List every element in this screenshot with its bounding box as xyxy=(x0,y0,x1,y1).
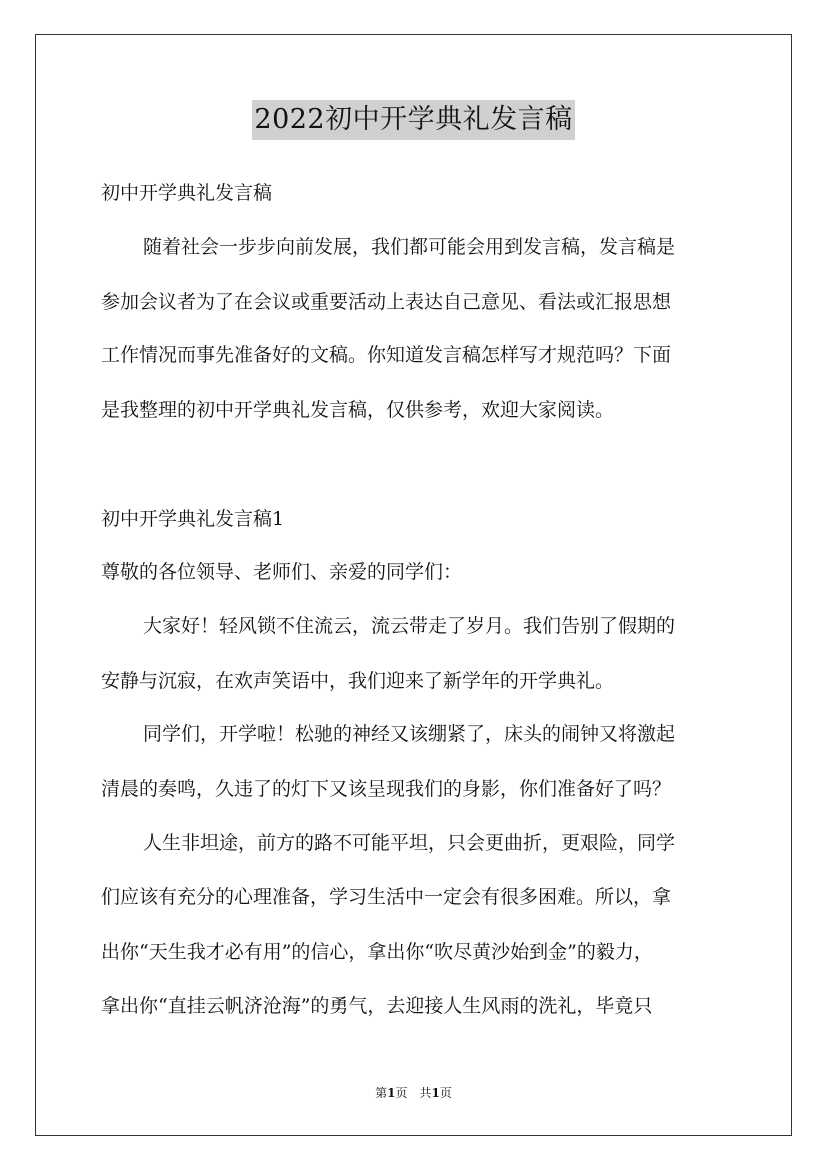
body-line: 清晨的奏鸣，久违了的灯下又该呈现我们的身影，你们准备好了吗？ xyxy=(101,778,672,800)
document-subtitle: 初中开学典礼发言稿 xyxy=(101,182,273,204)
body-line: 大家好！轻风锁不住流云，流云带走了岁月。我们告别了假期的 xyxy=(143,615,676,637)
intro-line: 参加会议者为了在会议或重要活动上表达自己意见、看法或汇报思想 xyxy=(101,291,672,313)
footer-suffix: 页 xyxy=(439,1086,452,1100)
footer-page-total: 1 xyxy=(431,1086,440,1100)
section-heading: 初中开学典礼发言稿1 xyxy=(101,508,285,530)
document-title: 2022初中开学典礼发言稿 xyxy=(252,100,574,140)
body-line: 安静与沉寂，在欢声笑语中，我们迎来了新学年的开学典礼。 xyxy=(101,670,615,692)
footer-prefix: 第 xyxy=(375,1086,388,1100)
salutation: 尊敬的各位领导、老师们、亲爱的同学们： xyxy=(101,561,463,583)
body-line: 同学们，开学啦！松驰的神经又该绷紧了，床头的闹钟又将激起 xyxy=(143,723,676,745)
intro-line: 是我整理的初中开学典礼发言稿，仅供参考，欢迎大家阅读。 xyxy=(101,399,615,421)
body-line: 们应该有充分的心理准备，学习生活中一定会有很多困难。所以，拿 xyxy=(101,886,672,908)
title-container xyxy=(0,100,827,140)
page-footer xyxy=(0,1085,827,1101)
footer-page-number: 1 xyxy=(387,1086,396,1100)
body-line: 人生非坦途，前方的路不可能平坦，只会更曲折，更艰险，同学 xyxy=(143,832,676,854)
body-line: 出你“天生我才必有用”的信心，拿出你“吹尽黄沙始到金”的毅力， xyxy=(101,941,653,963)
body-line: 拿出你“直挂云帆济沧海”的勇气，去迎接人生风雨的洗礼，毕竟只 xyxy=(101,995,653,1017)
intro-line: 工作情况而事先准备好的文稿。你知道发言稿怎样写才规范吗？下面 xyxy=(101,344,672,366)
intro-line: 随着社会一步步向前发展，我们都可能会用到发言稿，发言稿是 xyxy=(143,236,676,258)
footer-mid: 页 共 xyxy=(395,1086,432,1100)
